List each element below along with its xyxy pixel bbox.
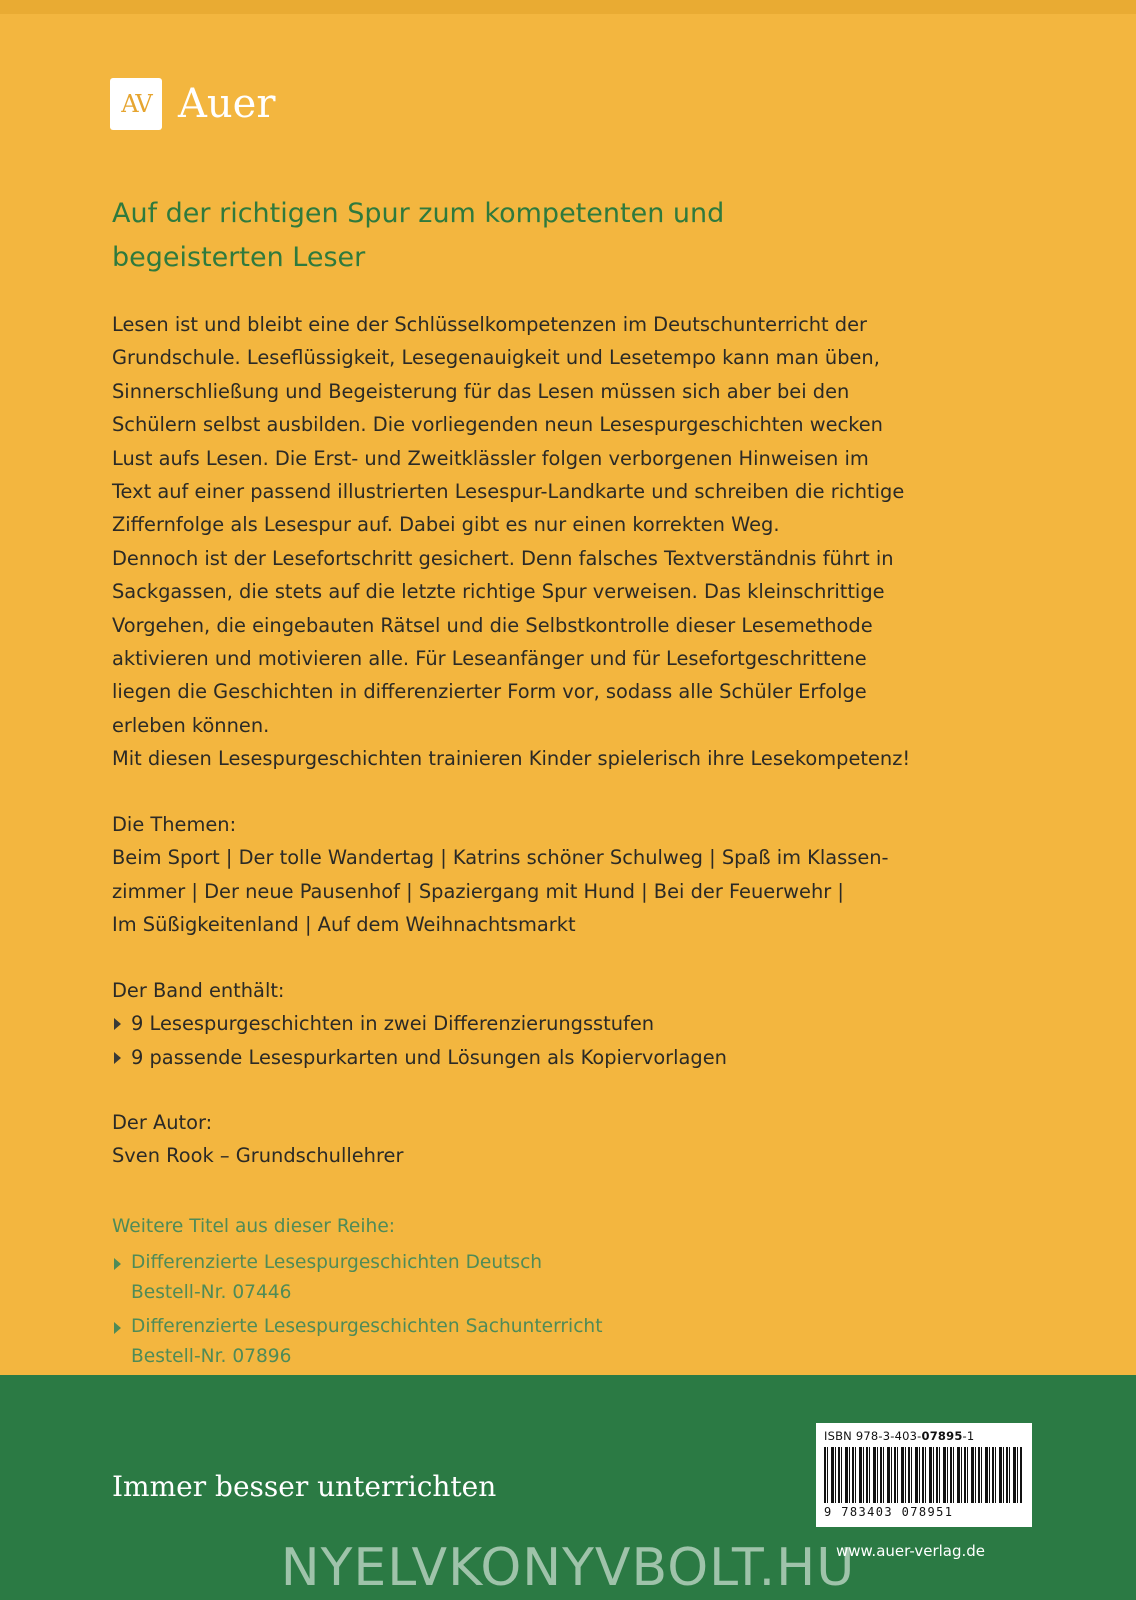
isbn-label: [824, 1429, 1024, 1443]
contents-section: [112, 974, 1032, 1074]
contents-heading: Der Band enthält:: [112, 979, 285, 1002]
series-section: [112, 1212, 1012, 1376]
headline-line: begeisterten Leser: [112, 242, 366, 273]
intro-line: Ziffernfolge als Lesespur auf. Dabei gibt es nur einen korrekten Weg.: [112, 513, 780, 537]
series-order-number: Bestell-Nr. 07446: [131, 1282, 292, 1303]
intro-line: Sackgassen, die stets auf die letzte richtige Spur verweisen. Das kleinschrittige: [112, 580, 885, 604]
barcode-digits: 9 783403 078951: [824, 1505, 954, 1519]
isbn-bold-part: 07895: [921, 1429, 963, 1443]
intro-line: Dennoch ist der Lesefortschritt gesichert. Denn falsches Textverständnis führt in: [112, 546, 894, 570]
intro-line: liegen die Geschichten in differenzierter Form vor, sodass alle Schüler Erfolge: [112, 680, 867, 704]
series-entry: [112, 1312, 1012, 1372]
isbn-barcode: [816, 1423, 1032, 1527]
intro-line: Schülern selbst ausbilden. Die vorliegenden neun Lesespurgeschichten wecken: [112, 413, 883, 437]
series-heading: Weitere Titel aus dieser Reihe:: [112, 1216, 396, 1237]
contents-item: [112, 1007, 1032, 1040]
isbn-prefix: ISBN 978-3-403-: [824, 1429, 922, 1443]
publisher-logo-mark: [110, 78, 162, 130]
series-title: Differenzierte Lesespurgeschichten Sachunterricht: [131, 1316, 603, 1337]
isbn-suffix: -1: [962, 1429, 975, 1443]
themes-line: Im Süßigkeitenland | Auf dem Weihnachtsmarkt: [112, 913, 576, 937]
themes-heading: Die Themen:: [112, 813, 237, 836]
contents-item-text: 9 Lesespurgeschichten in zwei Differenzierungsstufen: [131, 1012, 655, 1036]
slogan: Immer besser unterrichten: [112, 1470, 497, 1503]
headline-line: Auf der richtigen Spur zum kompetenten und: [112, 198, 725, 229]
author-text: Sven Rook – Grundschullehrer: [112, 1144, 404, 1168]
intro-line: aktivieren und motivieren alle. Für Leseanfänger und für Lesefortgeschrittene: [112, 647, 867, 671]
arrow-right-icon: [114, 1258, 121, 1270]
intro-line: erleben können.: [112, 713, 270, 737]
headline: [112, 192, 1012, 280]
top-strip: [0, 0, 1136, 14]
barcode-bars: [824, 1447, 1022, 1503]
logo-mark-text: AV: [121, 90, 151, 118]
themes-line: zimmer | Der neue Pausenhof | Spaziergang mit Hund | Bei der Feuerwehr |: [112, 879, 844, 903]
arrow-right-icon: [114, 1018, 121, 1030]
intro-line: Lesen ist und bleibt eine der Schlüsselkompetenzen im Deutschunterricht der: [112, 313, 867, 336]
website-link[interactable]: www.auer-verlag.de: [836, 1542, 986, 1560]
series-entry: [112, 1248, 1012, 1308]
intro-line: Grundschule. Leseflüssigkeit, Lesegenauigkeit und Lesetempo kann man üben,: [112, 346, 880, 370]
intro-line: Vorgehen, die eingebauten Rätsel und die Selbstkontrolle dieser Lesemethode: [112, 613, 873, 637]
series-title: Differenzierte Lesespurgeschichten Deutsch: [131, 1252, 543, 1273]
series-order-number: Bestell-Nr. 07896: [131, 1346, 292, 1367]
intro-line: Lust aufs Lesen. Die Erst- und Zweitklässler folgen verborgenen Hinweisen im: [112, 446, 869, 470]
arrow-right-icon: [114, 1322, 121, 1334]
watermark: NYELVKONYVBOLT.HU: [280, 1538, 856, 1598]
themes-section: [112, 808, 1032, 942]
author-section: [112, 1106, 1032, 1173]
intro-line: Mit diesen Lesespurgeschichten trainieren Kinder spielerisch ihre Lesekompetenz!: [112, 747, 911, 771]
contents-item-text: 9 passende Lesespurkarten und Lösungen als Kopiervorlagen: [131, 1045, 727, 1069]
contents-item: [112, 1041, 1032, 1074]
arrow-right-icon: [114, 1052, 121, 1064]
themes-line: Beim Sport | Der tolle Wandertag | Katrins schöner Schulweg | Spaß im Klassen-: [112, 846, 889, 870]
intro-line: Sinnerschließung und Begeisterung für das Lesen müssen sich aber bei den: [112, 379, 850, 403]
author-heading: Der Autor:: [112, 1111, 213, 1134]
intro-line: Text auf einer passend illustrierten Lesespur-Landkarte und schreiben die richtige: [112, 480, 905, 504]
publisher-name: Auer: [178, 81, 276, 127]
intro-text: [112, 308, 1032, 776]
